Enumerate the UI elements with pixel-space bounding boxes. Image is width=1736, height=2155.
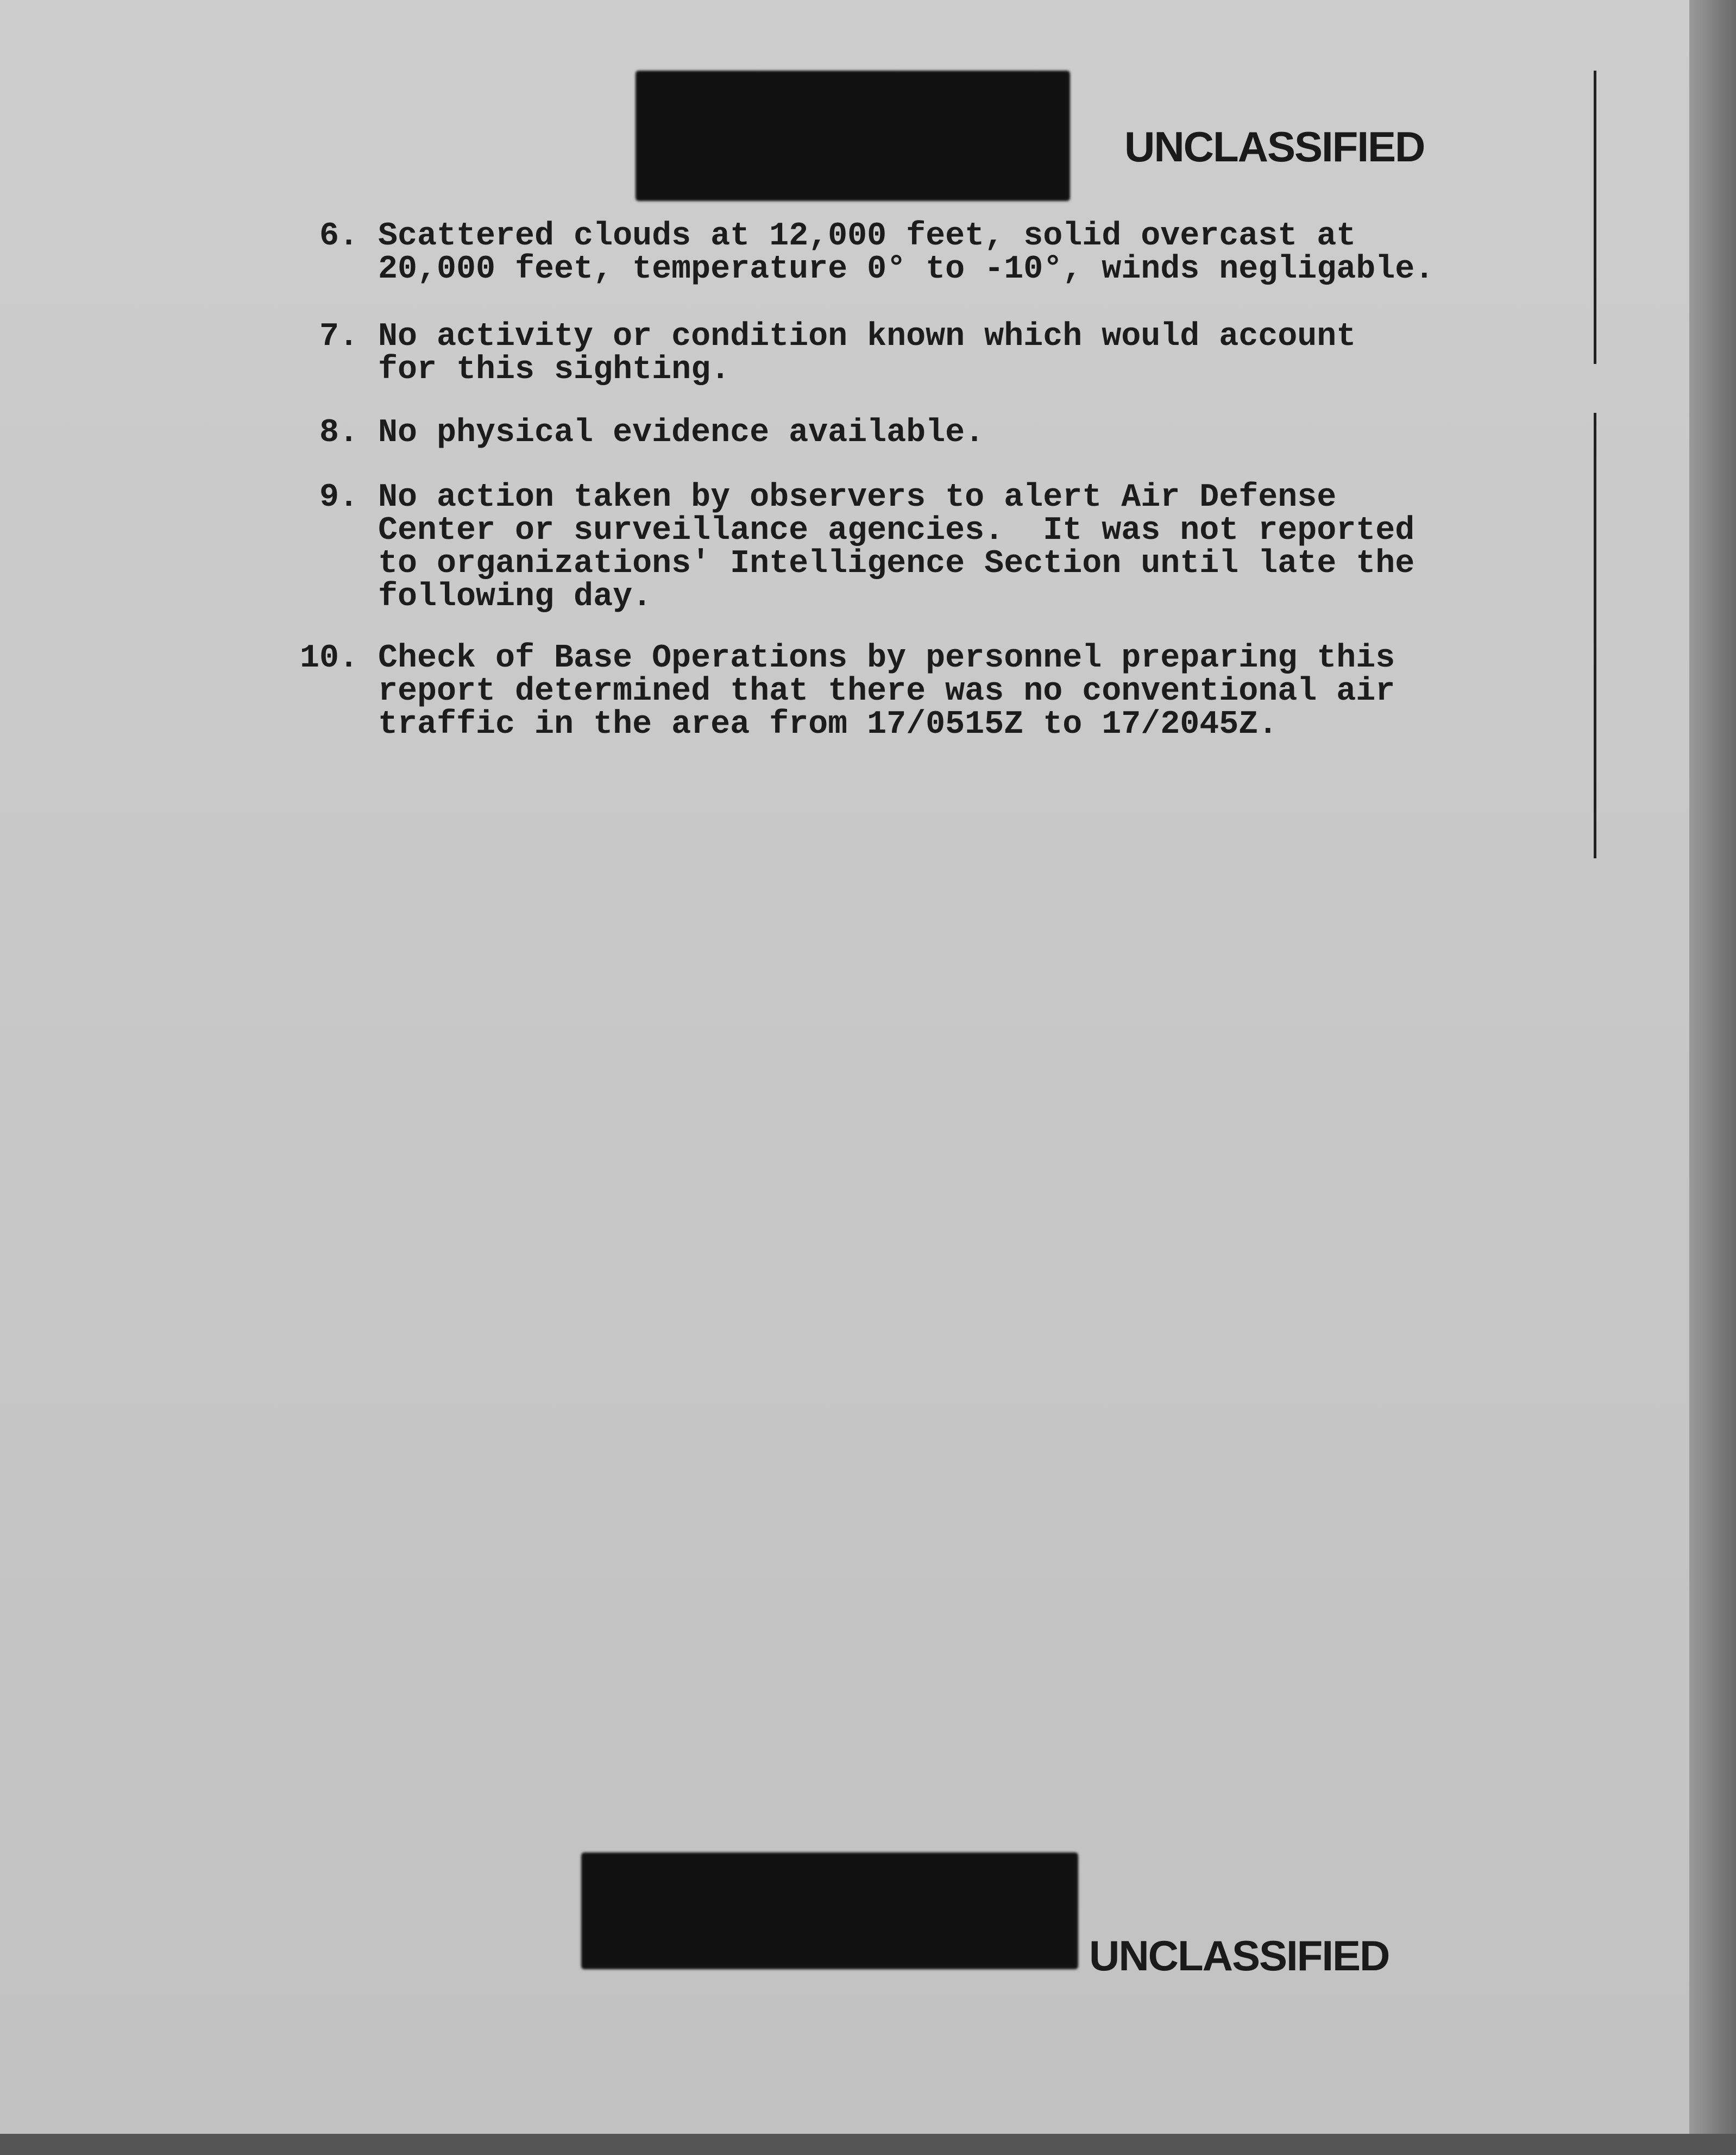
redaction-bottom xyxy=(581,1852,1078,1969)
item-line: No physical evidence available. xyxy=(378,414,985,451)
redaction-top xyxy=(636,71,1070,201)
item-number: 10. xyxy=(299,640,358,677)
item-number: 7. xyxy=(319,318,358,355)
item-line: Scattered clouds at 12,000 feet, solid overcast at xyxy=(378,218,1356,255)
item-line: 20,000 feet, temperature 0° to -10°, winds negligable. xyxy=(378,251,1435,288)
item-line: Center or surveillance agencies. It was not reported xyxy=(378,512,1415,549)
item-line: following day. xyxy=(378,579,652,615)
item-line: Check of Base Operations by personnel preparing this xyxy=(378,640,1395,677)
item-line: traffic in the area from 17/0515Z to 17/2045Z. xyxy=(378,706,1278,743)
margin-line xyxy=(1594,413,1596,858)
classification-stamp-bottom: UNCLASSIFIED xyxy=(1089,1932,1389,1980)
margin-line xyxy=(1594,71,1596,364)
item-number: 9. xyxy=(319,479,358,516)
item-line: No action taken by observers to alert Air Defense xyxy=(378,479,1337,516)
classification-stamp-top: UNCLASSIFIED xyxy=(1124,123,1425,171)
item-line: to organizations' Intelligence Section until late the xyxy=(378,545,1415,582)
page-edge-bottom xyxy=(0,2134,1736,2155)
item-line: report determined that there was no conventional air xyxy=(378,673,1395,710)
item-line: for this sighting. xyxy=(378,351,731,388)
item-number: 8. xyxy=(319,414,358,451)
page-edge xyxy=(1689,0,1736,2155)
item-line: No activity or condition known which would account xyxy=(378,318,1356,355)
item-number: 6. xyxy=(319,218,358,255)
